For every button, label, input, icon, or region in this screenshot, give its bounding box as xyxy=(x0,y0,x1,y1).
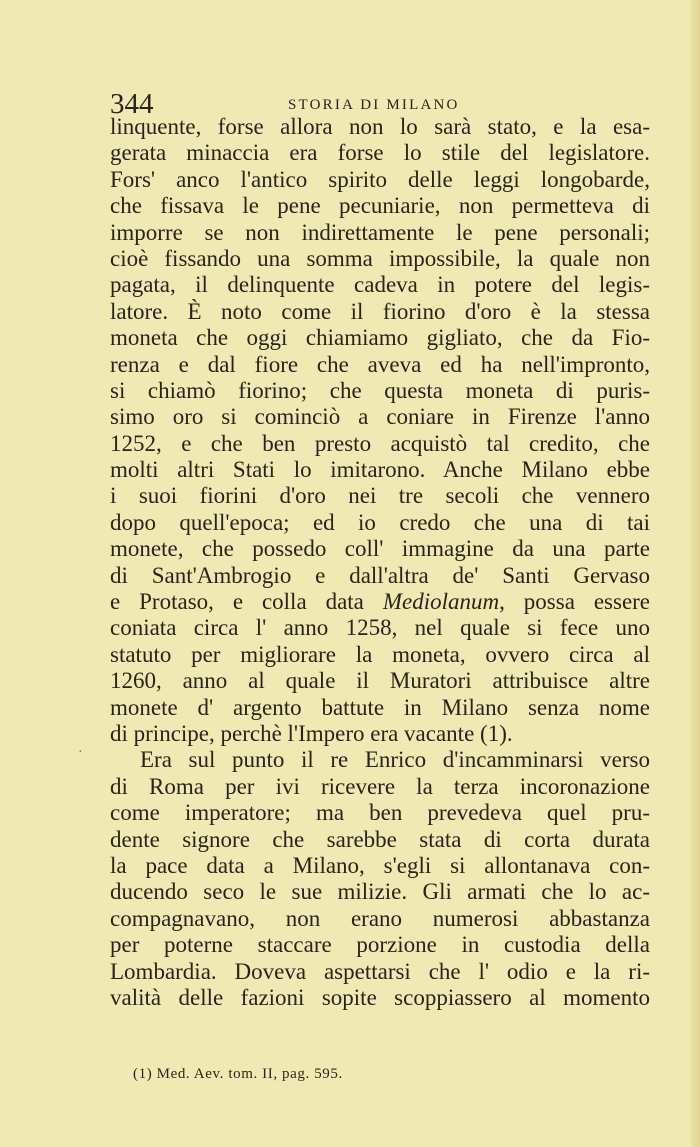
text-line: la pace data a Milano, s'egli si allontanava con- xyxy=(110,852,650,878)
text-line: gerata minaccia era forse lo stile del legislatore. xyxy=(110,140,650,166)
text-line: come imperatore; ma ben prevedeva quel pru- xyxy=(110,800,650,826)
text-line: i suoi fiorini d'oro nei tre secoli che vennero xyxy=(110,483,650,509)
text-line: 1260, anno al quale il Muratori attribuisce altre xyxy=(110,668,650,694)
page-number: 344 xyxy=(110,88,154,120)
text-line: Lombardia. Doveva aspettarsi che l' odio e la ri- xyxy=(110,958,650,984)
running-title: STORIA DI MILANO xyxy=(288,97,460,113)
text-line: imporre se non indirettamente le pene personali; xyxy=(110,219,650,245)
text-line: coniata circa l' anno 1258, nel quale si fece uno xyxy=(110,615,650,641)
text-segment: e Protaso, e colla data xyxy=(110,589,364,615)
text-line: moneta che oggi chiamiamo gigliato, che da Fio- xyxy=(110,325,650,351)
text-line-mixed xyxy=(110,589,650,615)
text-line: dopo quell'epoca; ed io credo che una di tai xyxy=(110,509,650,535)
footnote: (1) Med. Aev. tom. II, pag. 595. xyxy=(133,1066,343,1082)
text-line: monete, che possedo coll' immagine da una parte xyxy=(110,536,650,562)
text-segment: , possa essere xyxy=(499,589,651,615)
text-line: di Roma per ivi ricevere la terza incoronazione xyxy=(110,773,650,799)
text-line: 1252, e che ben presto acquistò tal credito, che xyxy=(110,430,650,456)
text-line: di principe, perchè l'Impero era vacante (1). xyxy=(110,720,513,746)
text-line: dente signore che sarebbe stata di corta durata xyxy=(110,826,650,852)
text-line: che fissava le pene pecuniarie, non permetteva di xyxy=(110,193,650,219)
text-line: si chiamò fiorino; che questa moneta di puris- xyxy=(110,377,650,403)
text-line: compagnavano, non erano numerosi abbastanza xyxy=(110,905,650,931)
text-line: renza e dal fiore che aveva ed ha nell'impronto, xyxy=(110,351,650,377)
page-edge xyxy=(690,0,700,1147)
text-line: per poterne staccare porzione in custodia della xyxy=(110,932,650,958)
text-line: di Sant'Ambrogio e dall'altra de' Santi Gervaso xyxy=(110,562,650,588)
italic-place-name: Mediolanum xyxy=(382,589,500,615)
text-line: ducendo seco le sue milizie. Gli armati che lo ac- xyxy=(110,879,650,905)
text-line: linquente, forse allora non lo sarà stato, e la esa- xyxy=(110,114,650,139)
text-line: monete d' argento battute in Milano senza nome xyxy=(110,694,650,720)
text-line: pagata, il delinquente cadeva in potere del legis- xyxy=(110,272,650,298)
text-line: cioè fissando una somma impossibile, la quale non xyxy=(110,245,650,271)
body-text xyxy=(110,114,650,1011)
text-line: molti altri Stati lo imitarono. Anche Milano ebbe xyxy=(110,457,650,483)
text-line: statuto per migliorare la moneta, ovvero circa al xyxy=(110,641,650,667)
text-line: simo oro si cominciò a coniare in Firenze l'anno xyxy=(110,404,650,430)
text-line: valità delle fazioni sopite scoppiassero al momento xyxy=(110,984,650,1010)
paragraph-start-line: Era sul punto il re Enrico d'incamminarsi verso xyxy=(140,747,650,773)
text-line: Fors' anco l'antico spirito delle leggi longobarde, xyxy=(110,166,650,192)
margin-mark: · xyxy=(78,745,83,760)
text-line: latore. È noto come il fiorino d'oro è la stessa xyxy=(110,298,650,324)
